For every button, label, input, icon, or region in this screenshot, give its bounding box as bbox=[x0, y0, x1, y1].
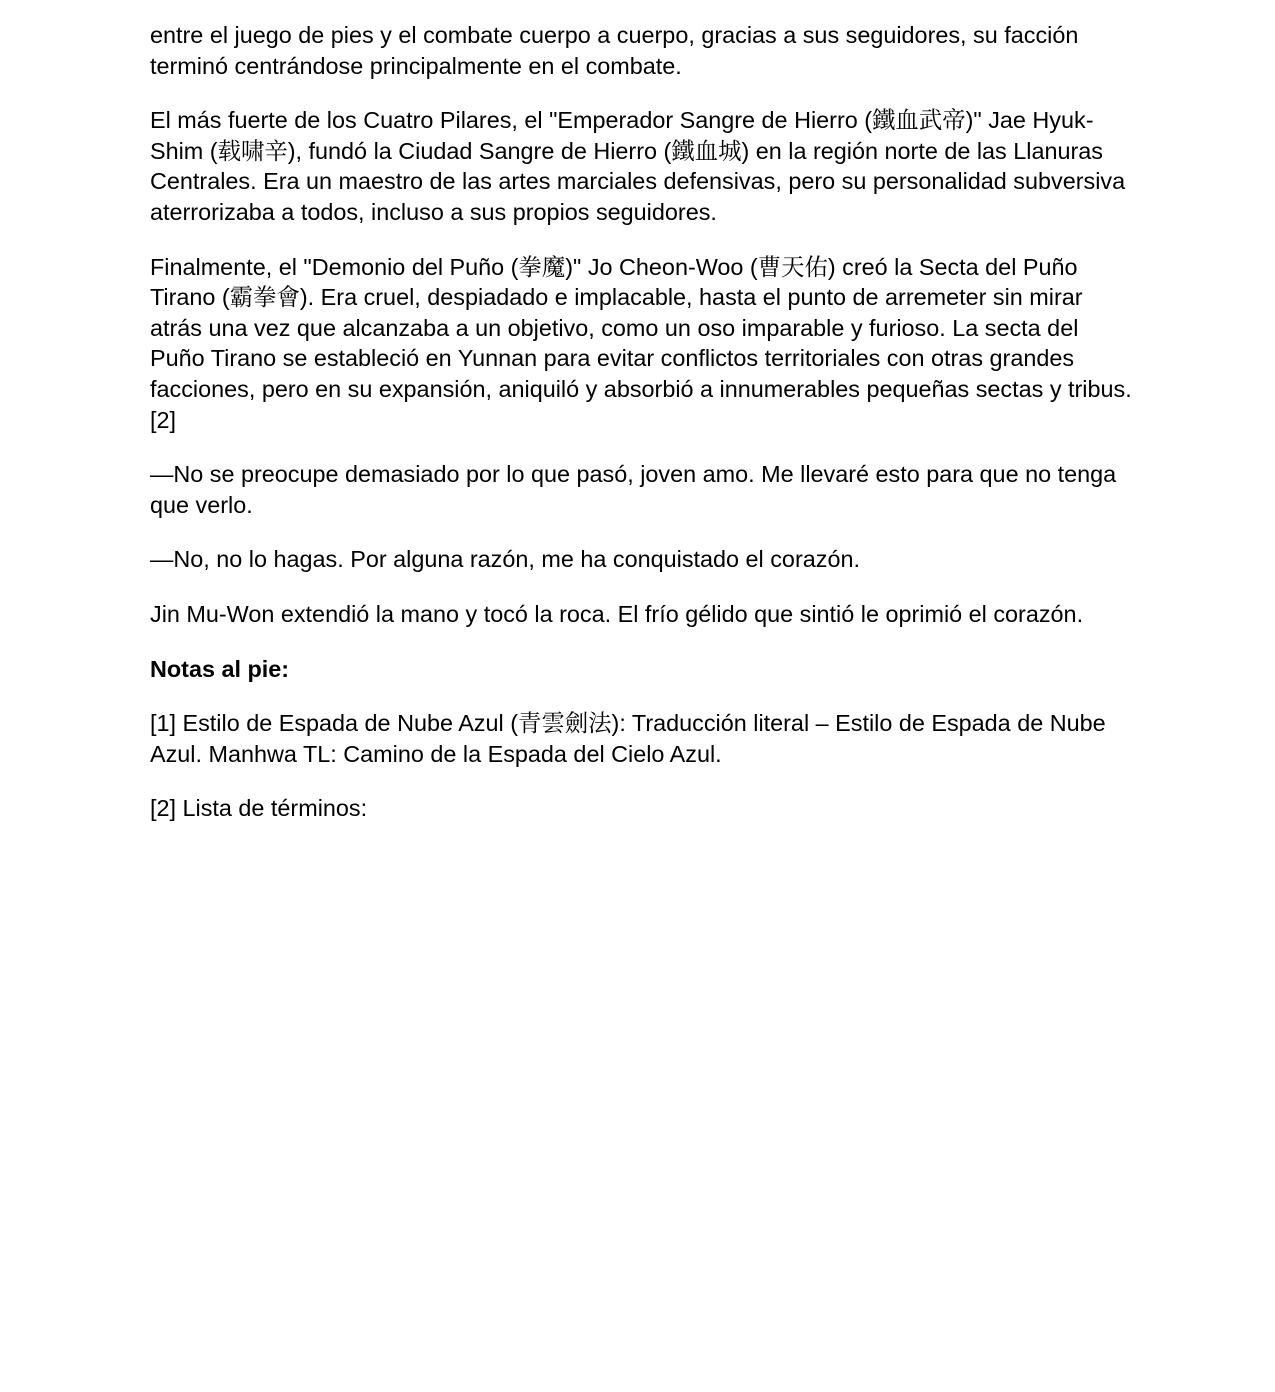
document-page bbox=[150, 20, 1135, 848]
body-paragraph-2: El más fuerte de los Cuatro Pilares, el "Emperador Sangre de Hierro (鐵血武帝)" Jae Hyuk-Shim (载啸辛), fundó la Ciudad Sangre de Hierro (鐵血城) en la región norte de las Llanuras Centrales. Era un maestro de las artes marciales defensivas, pero su personalidad subversiva aterrorizaba a todos, incluso a sus propios seguidores. bbox=[150, 107, 1126, 225]
body-paragraph-1: entre el juego de pies y el combate cuerpo a cuerpo, gracias a sus seguidores, su facción terminó centrándose principalmente en el combate. bbox=[150, 22, 1079, 79]
footnotes-heading: Notas al pie: bbox=[150, 655, 290, 682]
dialogue-paragraph-2: —No, no lo hagas. Por alguna razón, me ha conquistado el corazón. bbox=[150, 546, 860, 573]
body-paragraph-4: Jin Mu-Won extendió la mano y tocó la roca. El frío gélido que sintió le oprimió el corazón. bbox=[150, 600, 1084, 627]
footnote-2: [2] Lista de términos: bbox=[150, 795, 368, 822]
body-paragraph-3: Finalmente, el "Demonio del Puño (拳魔)" Jo Cheon-Woo (曹天佑) creó la Secta del Puño Tirano (霸拳會). Era cruel, despiadado e implacable, hasta el punto de arremeter sin mirar atrás una vez que alcanzaba a un objetivo, como un oso imparable y furioso. La secta del Puño Tirano se estableció en Yunnan para evitar conflictos territoriales con otras grandes facciones, pero en su expansión, aniquiló y absorbió a innumerables pequeñas sectas y tribus. [2] bbox=[150, 253, 1132, 433]
footnote-1: [1] Estilo de Espada de Nube Azul (青雲劍法): Traducción literal – Estilo de Espada de Nube Azul. Manhwa TL: Camino de la Espada del Cielo Azul. bbox=[150, 710, 1106, 767]
dialogue-paragraph-1: —No se preocupe demasiado por lo que pasó, joven amo. Me llevaré esto para que no tenga que verlo. bbox=[150, 461, 1117, 518]
